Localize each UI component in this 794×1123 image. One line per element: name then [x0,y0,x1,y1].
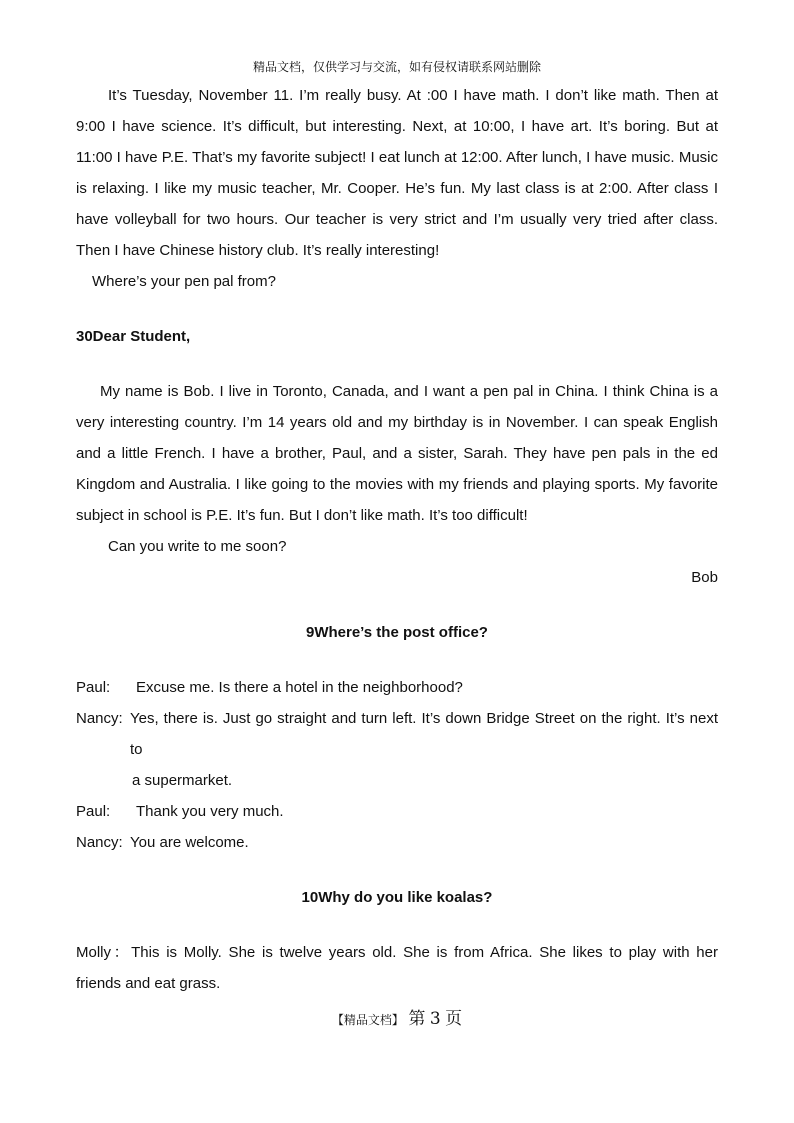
speaker-label: Paul: [76,803,111,820]
speaker-label: Paul: [76,679,111,696]
speaker-label: Nancy: [76,834,123,851]
passage-question: Where’s your pen pal from? [92,273,276,290]
speaker-label: Nancy: [76,710,123,727]
page-footer [0,1004,794,1029]
dialogue-line [76,672,718,703]
utterance-continuation: a supermarket. [132,772,233,789]
footer-page-prefix: 第 [408,1009,426,1029]
letter-closing-question: Can you write to me soon? [108,538,287,555]
dialogue-line [76,703,718,765]
letter-body: My name is Bob. I live in Toronto, Canada, and I want a pen pal in China. I think China is a very interesting country. I’m 14 years old and my birthday is in November. I can speak English and a little French. I have a brother, Paul, and a sister, Sarah. They have pen pals in the ed Kingdom and Australia. I like going to the movies with my friends and playing sports. My favorite subject in school is P.E. It’s fun. But I don’t like math. It’s too difficult! [76,383,718,524]
page-number: 3 [429,1009,441,1029]
page-header-notice: 精品文档，仅供学习与交流，如有侵权请联系网站删除 [252,60,541,74]
letter-signature: Bob [691,569,718,586]
dialogue-post-office [76,672,718,858]
passage-paragraph: It’s Tuesday, November 11. I’m really busy. At :00 I have math. I don’t like math. Then at 9:00 I have science. It’s difficult, but interesting. Next, at 10:00, I have art. It’s boring. But at 11:00 I have P.E. That’s my favorite subject! I eat lunch at 12:00. After lunch, I have music. Music is relaxing. I like my music teacher, Mr. Cooper. He’s fun. My last class is at 2:00. After class I have volleyball for two hours. Our teacher is very strict and I’m usually very tried after class. Then I have Chinese history club. It’s really interesting! [76,87,718,259]
footer-label: 【精品文档】 [331,1013,404,1027]
footer-page-suffix: 页 [445,1009,463,1029]
dialogue-line [76,796,718,827]
letter-greeting: 30Dear Student, [76,328,191,345]
dialogue-line [76,827,718,858]
utterance: Yes, there is. Just go straight and turn left. It’s down Bridge Street on the right. It’s next to [130,710,718,758]
section-title-koalas: 10Why do you like koalas? [301,889,493,906]
molly-paragraph [76,937,718,999]
utterance: Thank you very much. [136,803,284,820]
molly-text: This is Molly. She is twelve years old. She is from Africa. She likes to play with her friends and eat grass. [76,944,718,992]
speaker-label: Molly： [76,944,132,961]
section-title-post-office: 9Where’s the post office? [306,624,488,641]
page-content [76,80,718,999]
utterance: Excuse me. Is there a hotel in the neighborhood? [136,679,463,696]
utterance: You are welcome. [130,834,249,851]
